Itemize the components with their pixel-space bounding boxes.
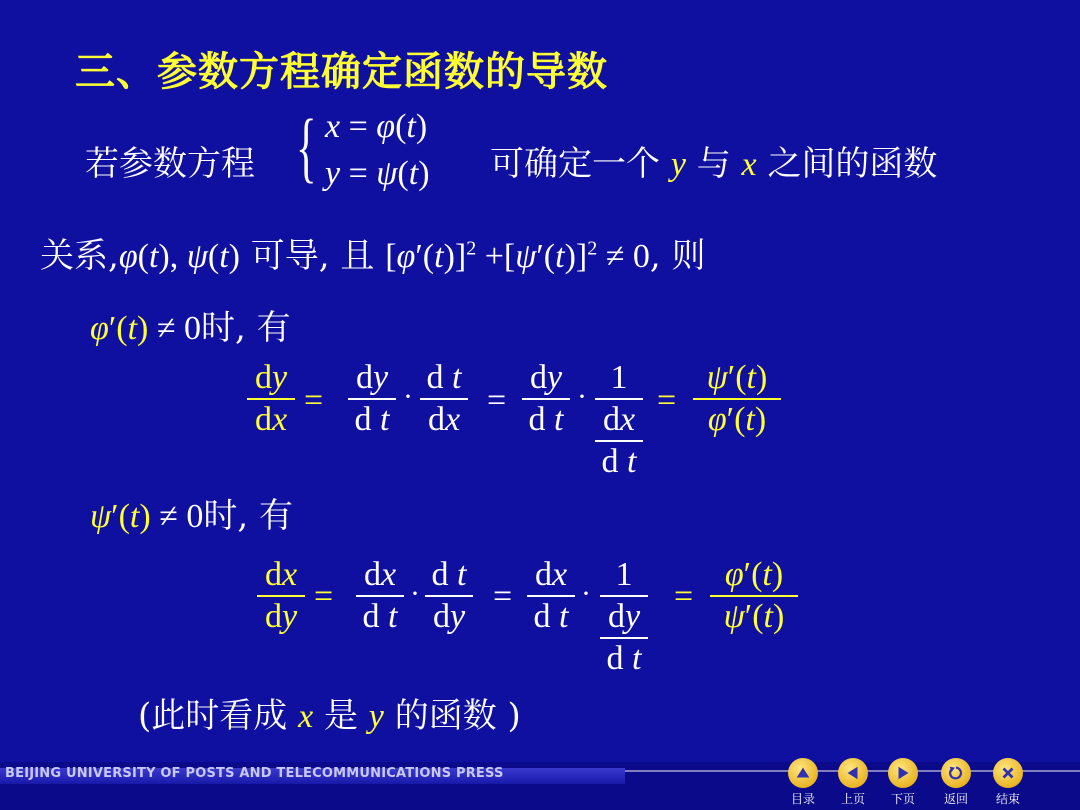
note-a: (此时看成 [138,696,288,736]
line2-expr: $[\varphi'(t)]^2 +[\psi'(t)]^2 \ne 0$ [385,237,650,275]
c2-frac-dxdt-2: $\frac{dx}{\text{d t}}$ [527,555,575,637]
c2-dot-2: · [581,577,591,610]
c1-frac-dtdx: $\frac{\text{d t}}{dx}$ [420,358,468,440]
nav-label-next[interactable]: 下页 [890,792,915,806]
c1-dot-2: · [577,380,587,413]
slide-title: 三、参数方程确定函数的导数 [75,49,608,95]
c2-dot-1: · [410,577,420,610]
c1-frac-dydt-2: $\frac{dy}{\text{d t}}$ [522,358,570,440]
nav-label-return[interactable]: 返回 [943,792,968,806]
intro-lead: 若参数方程 [85,144,255,184]
param-eq-y: y = ψ(t) [325,155,430,192]
c2-eq-3: = [674,578,694,615]
condition-line [40,228,706,277]
note [138,688,521,737]
intro-tail-a: 可确定一个 [490,144,660,184]
c2-frac-dxdy: $\frac{dx}{dy}$ [257,555,305,637]
intro-tail-c: 之间的函数 [767,144,938,184]
case1-suffix: 时, 有 [201,308,291,348]
note-y: y [368,698,384,735]
nav-label-end[interactable]: 结束 [995,792,1020,806]
note-c: 的函数 ) [394,696,521,736]
note-b: 是 [323,696,358,736]
intro-tail [490,136,937,185]
return-button[interactable] [941,758,971,788]
sup-2: 2 [587,237,598,260]
case2-condition [90,488,293,537]
case1-condition [90,300,291,349]
toc-button[interactable] [788,758,818,788]
c1-frac-reciprocal: 1 dx d t [595,358,643,482]
note-x: x [298,698,314,735]
c2-frac-result: $\frac{\varphi'(t)}{\psi'(t)}$ [710,555,798,637]
c1-frac-dydx: $\frac{dy}{dx}$ [247,358,295,440]
line2-a: 关系, [40,236,119,276]
case1-cond: φ′(t) ≠ 0 [90,310,202,347]
nav-label-toc[interactable]: 目录 [790,792,815,806]
line2-g: , 则 [649,236,706,276]
up-triangle-icon [794,764,812,782]
param-eq-x: x = φ(t) [325,108,428,145]
case2-suffix: 时, 有 [203,496,293,536]
sup-1: 2 [466,237,477,260]
left-brace: { [296,103,317,190]
var-y: y [670,146,686,183]
c1-frac-dydt: $\frac{dy}{\text{d t}}$ [348,358,396,440]
next-page-button[interactable] [888,758,918,788]
c1-eq-2: = [487,382,507,419]
c1-eq-1: = [304,382,324,419]
intro-tail-b: 与 [696,144,731,184]
publisher-name: BEIJING UNIVERSITY OF POSTS AND TELECOMMUNICATIONS PRESS [5,766,504,781]
prev-page-button[interactable] [838,758,868,788]
right-triangle-icon [894,764,912,782]
close-icon [999,764,1017,782]
var-x: x [741,146,757,183]
c2-eq-2: = [493,578,513,615]
c1-eq-3: = [657,382,677,419]
c2-frac-dxdt: $\frac{dx}{\text{d t}}$ [356,555,404,637]
line2-functions: φ(t), ψ(t) [118,238,240,275]
line2-c: 可导, 且 [250,236,375,276]
case2-cond: ψ′(t) ≠ 0 [90,498,204,535]
left-triangle-icon [844,764,862,782]
c2-frac-dtdy: $\frac{\text{d t}}{dy}$ [425,555,473,637]
c1-dot-1: · [403,380,413,413]
return-arrow-icon [947,764,965,782]
end-button[interactable] [993,758,1023,788]
c2-frac-reciprocal: 1 dy d t [600,555,648,679]
nav-label-prev[interactable]: 上页 [840,792,865,806]
c1-frac-result: $\frac{\psi'(t)}{\varphi'(t)}$ [693,358,781,440]
c2-eq-1: = [314,578,334,615]
